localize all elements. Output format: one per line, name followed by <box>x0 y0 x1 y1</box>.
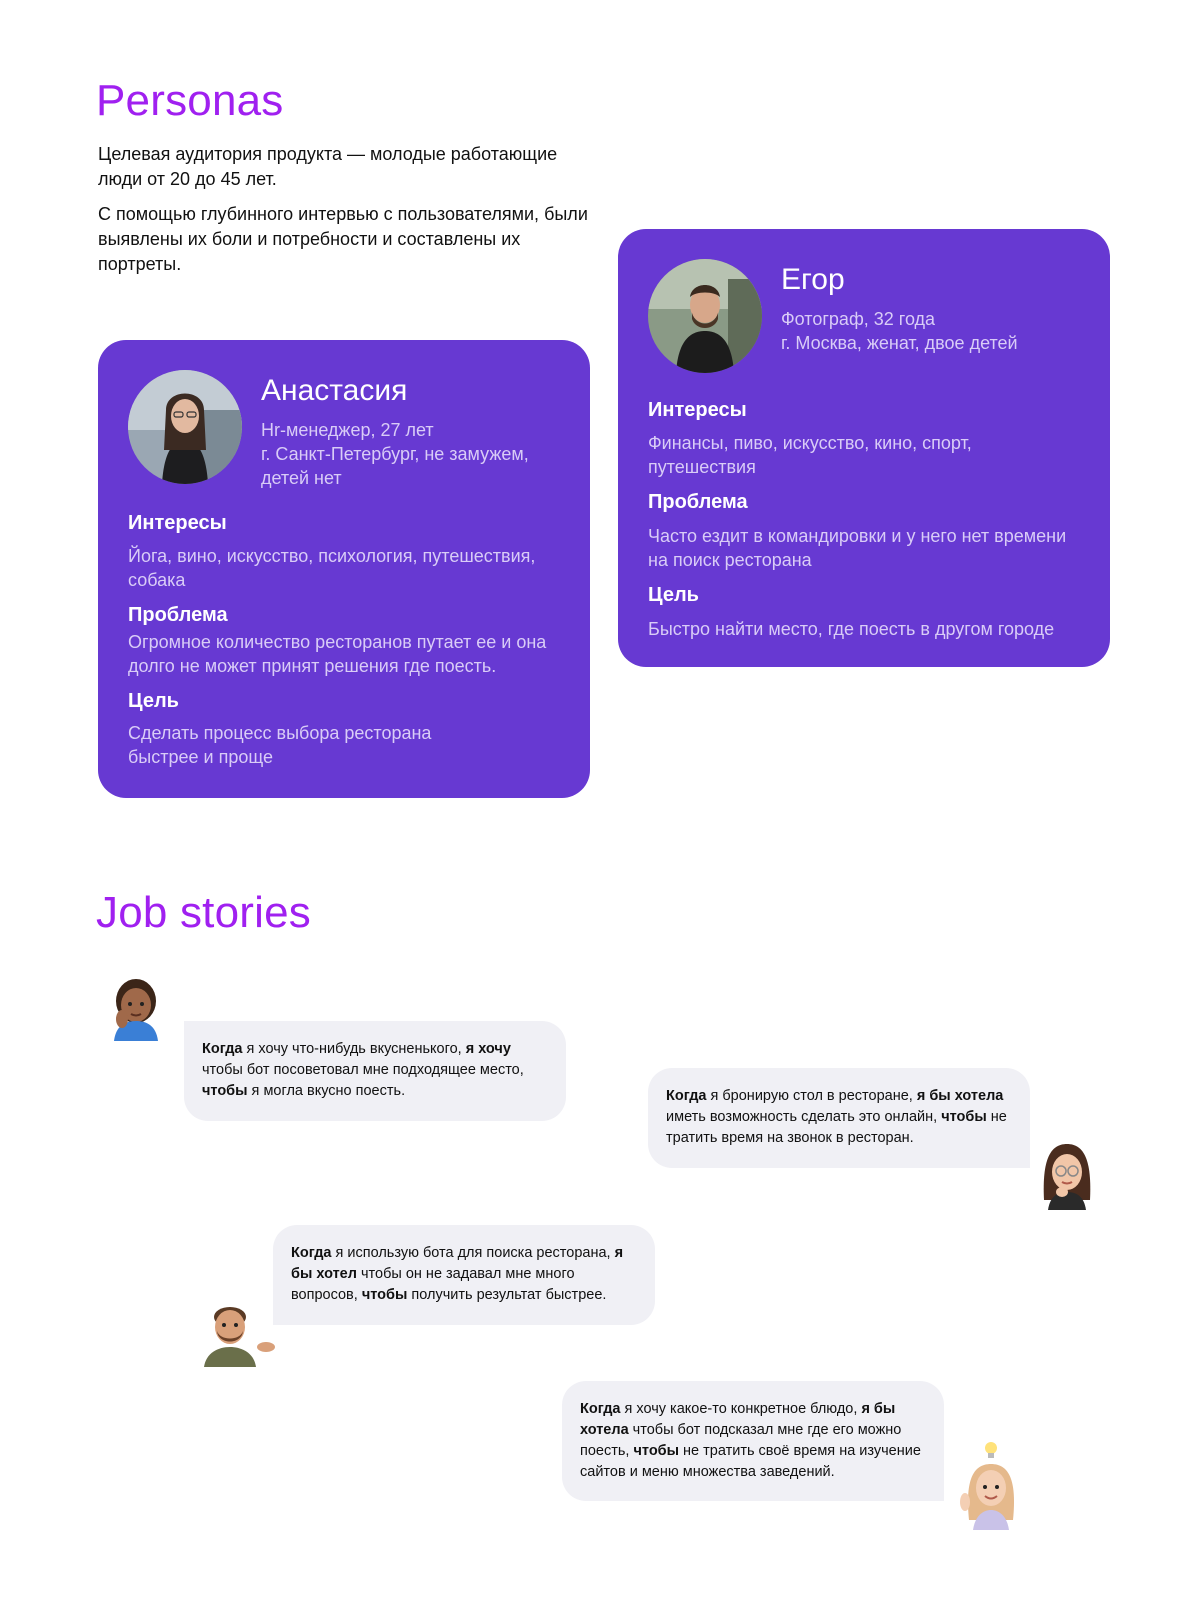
story-keyword: я бы хотела <box>916 1088 1004 1104</box>
intro-paragraph: С помощью глубинного интервью с пользователями, были выявлены их боли и потребности и составлены их портреты. <box>98 204 588 274</box>
story-text: чтобы он не задавал мне много вопросов, <box>291 1266 575 1303</box>
memoji-girl-glasses-icon <box>1038 1140 1096 1215</box>
personas-intro <box>98 142 598 285</box>
job-stories-title: Job stories <box>96 888 311 937</box>
story-keyword: я хочу <box>465 1041 511 1057</box>
interests-text: Йога, вино, искусство, психология, путешествия, собака <box>128 546 536 590</box>
personas-title: Personas <box>96 76 284 125</box>
story-text: не тратить время на звонок в ресторан. <box>666 1109 1007 1146</box>
problem-heading: Проблема <box>648 491 748 513</box>
goal-text: Сделать процесс выбора ресторана быстрее и проще <box>128 723 432 767</box>
story-keyword: Когда <box>202 1041 243 1057</box>
story-keyword: Когда <box>580 1401 621 1417</box>
story-text: я хочу что-нибудь вкусненького, <box>242 1041 466 1057</box>
story-text: я использую бота для поиска ресторана, <box>331 1245 615 1261</box>
job-story-bubble <box>562 1381 944 1501</box>
job-story-bubble <box>273 1225 655 1325</box>
goal-heading: Цель <box>128 690 179 712</box>
problem-text: Огромное количество ресторанов путает ее и она долго не может принят решения где поесть. <box>128 632 547 676</box>
story-text: чтобы бот подсказал мне где его можно поесть, <box>580 1422 902 1459</box>
persona-meta <box>261 418 561 490</box>
memoji-girl-lightbulb-icon <box>955 1440 1025 1535</box>
intro-paragraph: Целевая аудитория продукта — молодые работающие люди от 20 до 45 лет. <box>98 144 558 189</box>
persona-name: Анастасия <box>261 374 408 407</box>
goal-text: Быстро найти место, где поесть в другом городе <box>648 619 1055 639</box>
story-text: чтобы бот посоветовал мне подходящее место, <box>202 1062 524 1078</box>
persona-meta-line: г. Москва, женат, двое детей <box>781 333 1018 353</box>
story-keyword: чтобы <box>361 1287 408 1303</box>
story-keyword: чтобы <box>941 1109 987 1125</box>
problem-text: Часто ездит в командировки и у него нет времени на поиск ресторана <box>648 526 1067 570</box>
story-keyword: я бы хотел <box>291 1245 624 1282</box>
story-keyword: чтобы <box>202 1083 248 1099</box>
problem-heading: Проблема <box>128 604 228 626</box>
persona-name: Егор <box>781 263 845 296</box>
persona-meta-line: Фотограф, 32 года <box>781 309 936 329</box>
persona-meta-line: г. Санкт-Петербург, не замужем, <box>261 444 529 464</box>
persona-meta <box>781 307 1081 355</box>
story-text: я бронирую стол в ресторане, <box>706 1088 917 1104</box>
interests-heading: Интересы <box>648 399 747 421</box>
persona-meta-line: детей нет <box>261 468 342 488</box>
interests-heading: Интересы <box>128 512 227 534</box>
memoji-man-beard-icon <box>200 1295 276 1372</box>
avatar <box>648 259 762 373</box>
story-text: получить результат быстрее. <box>407 1287 607 1303</box>
story-keyword: Когда <box>666 1088 707 1104</box>
story-text: не тратить своё время на изучение сайтов и меню множества заведений. <box>580 1443 921 1480</box>
goal-heading: Цель <box>648 584 699 606</box>
persona-card-egor <box>618 229 1110 667</box>
memoji-girl-thinking-icon <box>108 975 164 1046</box>
job-story-bubble <box>184 1021 566 1121</box>
persona-meta-line: Hr-менеджер, 27 лет <box>261 420 434 440</box>
story-text: иметь возможность сделать это онлайн, <box>666 1109 942 1125</box>
story-keyword: я бы хотела <box>580 1401 896 1438</box>
avatar <box>128 370 242 484</box>
interests-text: Финансы, пиво, искусство, кино, спорт, путешествия <box>648 433 972 477</box>
story-text: я могла вкусно поесть. <box>247 1083 406 1099</box>
story-keyword: чтобы <box>633 1443 680 1459</box>
persona-card-anastasia <box>98 340 590 798</box>
job-story-bubble <box>648 1068 1030 1168</box>
story-text: я хочу какое-то конкретное блюдо, <box>620 1401 862 1417</box>
story-keyword: Когда <box>291 1245 332 1261</box>
